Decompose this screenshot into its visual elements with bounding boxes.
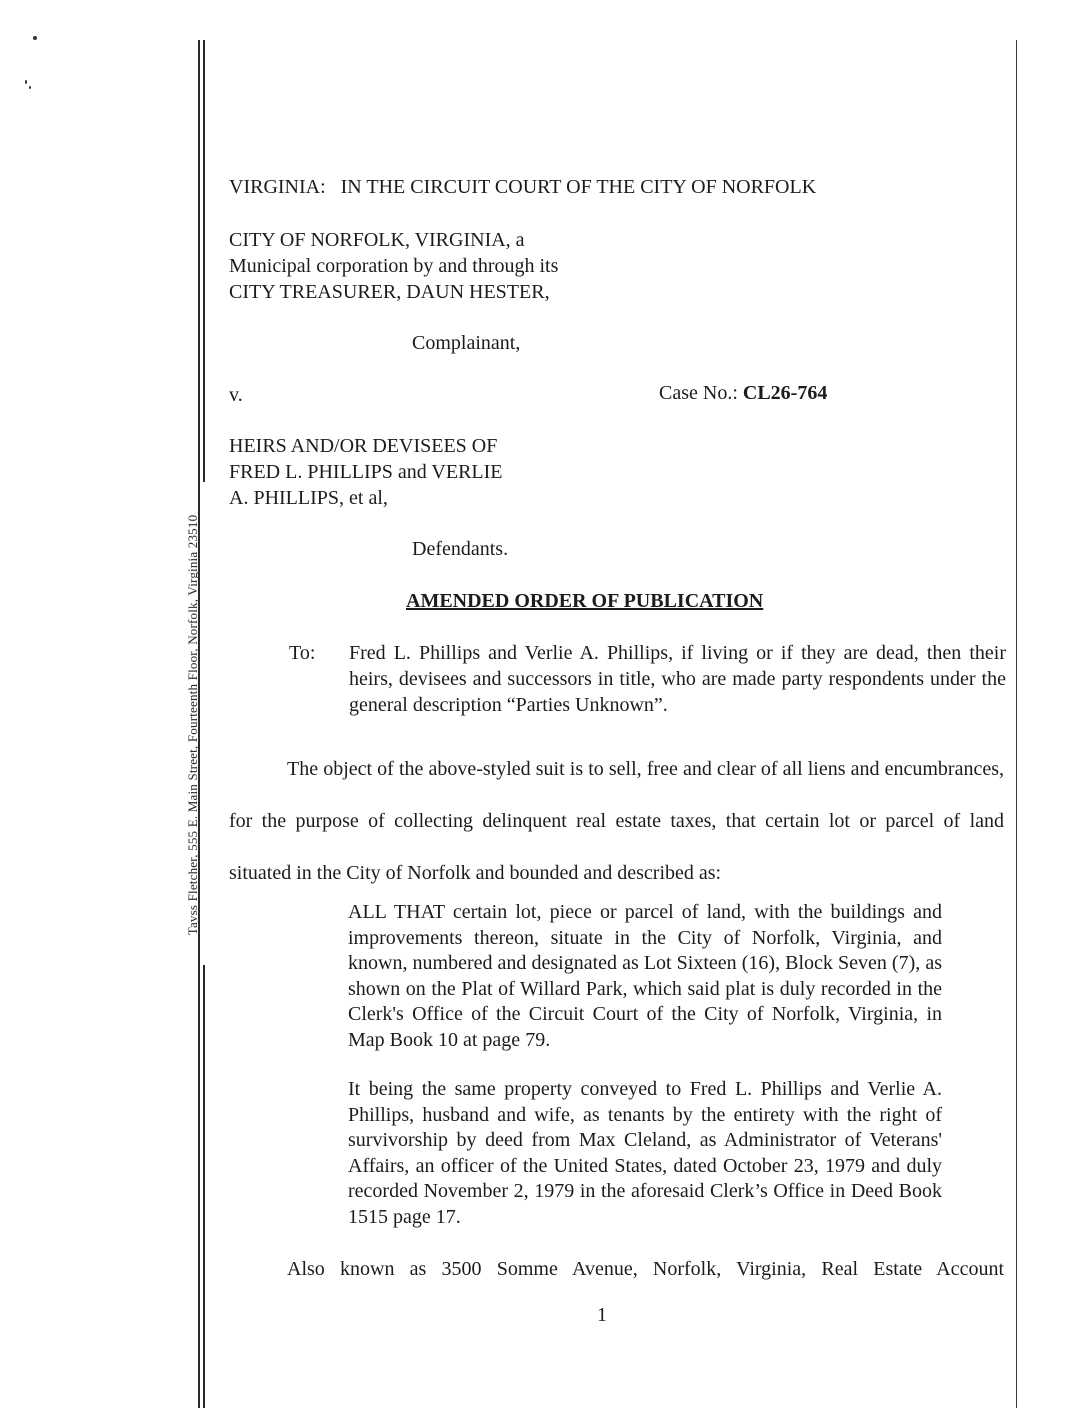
scan-speck (33, 36, 37, 40)
legal-description-paragraph: It being the same property conveyed to Fred L. Phillips and Verlie A. Phillips, husband and wife, as tenants by the entirety with the right of survivorship by deed from Max Cleland, as Administrator of Veterans' Affairs, an officer of the United States, dated October 23, 1979 and duly recorded November 2, 1979 in the aforesaid Clerk’s Office in Deed Book 1515 page 17. (348, 1078, 942, 1228)
defendants-label: Defendants. (412, 538, 509, 560)
margin-rule-line-lower (203, 965, 205, 1408)
complainant-label: Complainant, (412, 332, 521, 354)
plaintiff-line: CITY OF NORFOLK, VIRGINIA, a (229, 229, 525, 251)
plaintiff-line: Municipal corporation by and through its (229, 255, 559, 277)
page-number: 1 (597, 1304, 607, 1326)
body-paragraph: The object of the above-styled suit is to sell, free and clear of all liens and encumbrances, for the purpose of collecting delinquent real estate taxes, that certain lot or parcel of land situated in the City of Norfolk and bounded and described as: (229, 758, 1004, 884)
scan-speck (29, 86, 31, 89)
also-known-as-line: Also known as 3500 Somme Avenue, Norfolk, Virginia, Real Estate Account (287, 1258, 1004, 1280)
court-heading: VIRGINIA: IN THE CIRCUIT COURT OF THE CITY OF NORFOLK (229, 176, 817, 198)
case-number-label: Case No.: (659, 382, 743, 404)
defendant-line: HEIRS AND/OR DEVISEES OF (229, 435, 498, 457)
defendant-line: FRED L. PHILLIPS and VERLIE (229, 461, 503, 483)
right-margin-line (1016, 40, 1017, 1408)
margin-rule-line-upper (203, 40, 205, 482)
defendant-line: A. PHILLIPS, et al, (229, 487, 388, 509)
case-number-value: CL26-764 (742, 382, 828, 404)
scan-speck (25, 80, 27, 84)
case-number (659, 380, 827, 406)
to-label: To: (289, 642, 316, 664)
document-title: AMENDED ORDER OF PUBLICATION (406, 590, 764, 612)
to-recipients-text: Fred L. Phillips and Verlie A. Phillips, if living or if they are dead, then their heirs, devisees and successors in title, who are made party respondents under the general description “Parties Unknown”. (349, 642, 1006, 716)
firm-address-text: Tavss Fletcher, 555 E. Main Street, Fourteenth Floor, Norfolk, Virginia 23510 (185, 514, 200, 936)
versus-label: v. (229, 384, 243, 406)
plaintiff-line: CITY TREASURER, DAUN HESTER, (229, 281, 550, 303)
legal-description-paragraph: ALL THAT certain lot, piece or parcel of land, with the buildings and improvements thereon, situate in the City of Norfolk, Virginia, and known, numbered and designated as Lot Sixteen (16), Block Seven (7), as shown on the Plat of Willard Park, which said plat is duly recorded in the Clerk's Office of the Circuit Court of the City of Norfolk, Virginia, in Map Book 10 at page 79. (348, 901, 942, 1051)
